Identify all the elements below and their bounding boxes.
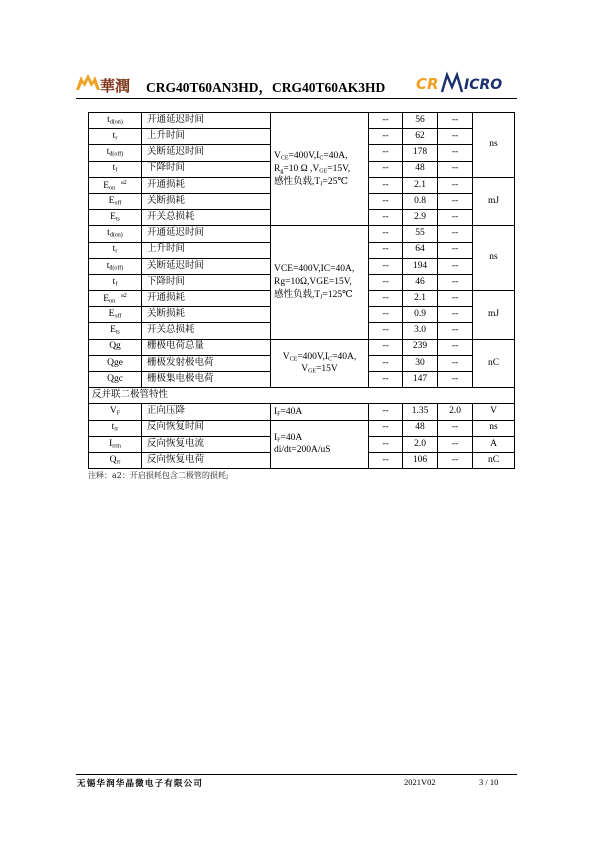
param-name: 反向恢复电流 bbox=[142, 436, 271, 452]
value-min: -- bbox=[369, 113, 403, 129]
value-typ: 147 bbox=[403, 372, 438, 388]
huarun-emblem-icon bbox=[76, 72, 100, 90]
section-row bbox=[89, 388, 515, 404]
table-row bbox=[89, 226, 515, 242]
test-condition: $I_F=40A$ di/dt=200A/uS bbox=[271, 420, 369, 469]
value-max: -- bbox=[438, 355, 473, 371]
value-typ: 106 bbox=[403, 452, 438, 468]
value-typ: 55 bbox=[403, 226, 438, 242]
value-min: -- bbox=[369, 339, 403, 355]
value-max: -- bbox=[438, 210, 473, 226]
param-name: 开关总损耗 bbox=[142, 323, 271, 339]
param-symbol: $t_r$ bbox=[89, 242, 142, 258]
param-symbol: $E_{on}^{a2}$ bbox=[89, 177, 142, 193]
value-min: -- bbox=[369, 355, 403, 371]
param-symbol: $E_{ts}$ bbox=[89, 210, 142, 226]
unit-cell: ns bbox=[473, 113, 515, 178]
param-symbol: Qg bbox=[89, 339, 142, 355]
param-name: 开通延迟时间 bbox=[142, 226, 271, 242]
param-symbol: $E_{off}$ bbox=[89, 307, 142, 323]
param-name: 开通损耗 bbox=[142, 177, 271, 193]
crmicro-logo bbox=[414, 70, 514, 98]
svg-text:CR: CR bbox=[416, 75, 439, 93]
param-name: 开通延迟时间 bbox=[142, 113, 271, 129]
param-symbol: $t_{d(off)}$ bbox=[89, 258, 142, 274]
value-typ: 56 bbox=[403, 113, 438, 129]
footer-divider bbox=[76, 774, 517, 775]
param-symbol: $t_{rr}$ bbox=[89, 420, 142, 436]
value-max: -- bbox=[438, 242, 473, 258]
param-symbol: $t_f$ bbox=[89, 274, 142, 290]
value-typ: 178 bbox=[403, 145, 438, 161]
value-typ: 2.0 bbox=[403, 436, 438, 452]
value-min: -- bbox=[369, 177, 403, 193]
value-typ: 1.35 bbox=[403, 404, 438, 420]
unit-cell: A bbox=[473, 436, 515, 452]
value-typ: 62 bbox=[403, 129, 438, 145]
page-header bbox=[76, 70, 516, 100]
param-name: 反向恢复电荷 bbox=[142, 452, 271, 468]
value-max: -- bbox=[438, 258, 473, 274]
param-symbol: $E_{on}^{a2}$ bbox=[89, 291, 142, 307]
test-condition: $I_F=40A$ bbox=[271, 404, 369, 420]
value-min: -- bbox=[369, 372, 403, 388]
param-symbol: $t_{d(off)}$ bbox=[89, 145, 142, 161]
param-name: 栅极集电极电荷 bbox=[142, 372, 271, 388]
value-min: -- bbox=[369, 291, 403, 307]
table-row bbox=[89, 113, 515, 129]
footer-company: 无锡华润华晶微电子有限公司 bbox=[77, 779, 204, 789]
param-name: 上升时间 bbox=[142, 129, 271, 145]
value-min: -- bbox=[369, 129, 403, 145]
param-symbol: $E_{off}$ bbox=[89, 193, 142, 209]
value-min: -- bbox=[369, 161, 403, 177]
param-name: 栅极电荷总量 bbox=[142, 339, 271, 355]
value-typ: 3.0 bbox=[403, 323, 438, 339]
value-max: -- bbox=[438, 307, 473, 323]
param-name: 上升时间 bbox=[142, 242, 271, 258]
value-max: -- bbox=[438, 145, 473, 161]
param-symbol: $t_{d(on)}$ bbox=[89, 113, 142, 129]
value-typ: 2.9 bbox=[403, 210, 438, 226]
value-max: -- bbox=[438, 436, 473, 452]
footnote: 注释：a2：开启损耗包含二极管的损耗; bbox=[88, 471, 229, 480]
unit-cell: nC bbox=[473, 452, 515, 468]
value-min: -- bbox=[369, 145, 403, 161]
value-typ: 2.1 bbox=[403, 291, 438, 307]
test-condition: VCE=400V,IC=40A, Rg=10Ω,VGE=15V, 感性负载$,T_J=125℃$ bbox=[271, 226, 369, 339]
value-min: -- bbox=[369, 420, 403, 436]
param-name: 关断损耗 bbox=[142, 307, 271, 323]
value-typ: 30 bbox=[403, 355, 438, 371]
param-symbol: Qgc bbox=[89, 372, 142, 388]
value-min: -- bbox=[369, 210, 403, 226]
value-min: -- bbox=[369, 242, 403, 258]
header-divider bbox=[76, 98, 517, 99]
value-max: -- bbox=[438, 323, 473, 339]
value-typ: 64 bbox=[403, 242, 438, 258]
param-symbol: $Q_{rr}$ bbox=[89, 452, 142, 468]
value-typ: 48 bbox=[403, 161, 438, 177]
value-min: -- bbox=[369, 274, 403, 290]
value-min: -- bbox=[369, 452, 403, 468]
table-row bbox=[89, 339, 515, 355]
value-max: -- bbox=[438, 177, 473, 193]
value-min: -- bbox=[369, 436, 403, 452]
unit-cell: nC bbox=[473, 339, 515, 388]
test-condition: $V_{CE}=400V,I_C=40A$, $R_g=10$ Ω $,V_{GE}=15V$, 感性负载$,T_J=25℃$ bbox=[271, 113, 369, 226]
value-max: -- bbox=[438, 129, 473, 145]
value-max: -- bbox=[438, 113, 473, 129]
value-min: -- bbox=[369, 193, 403, 209]
value-max: -- bbox=[438, 372, 473, 388]
value-min: -- bbox=[369, 258, 403, 274]
param-name: 关断延迟时间 bbox=[142, 258, 271, 274]
value-min: -- bbox=[369, 404, 403, 420]
unit-cell: mJ bbox=[473, 177, 515, 226]
param-name: 栅极发射极电荷 bbox=[142, 355, 271, 371]
crmicro-logo-icon bbox=[414, 70, 514, 98]
logo-left-text: 華潤 bbox=[100, 77, 131, 95]
param-name: 开通损耗 bbox=[142, 291, 271, 307]
switching-characteristics-table bbox=[88, 112, 515, 469]
value-max: -- bbox=[438, 161, 473, 177]
value-max: -- bbox=[438, 274, 473, 290]
param-symbol: $I_{rrm}$ bbox=[89, 436, 142, 452]
value-min: -- bbox=[369, 323, 403, 339]
footer-page-number: 3 / 10 bbox=[479, 777, 499, 787]
value-typ: 2.1 bbox=[403, 177, 438, 193]
table-row bbox=[89, 404, 515, 420]
value-min: -- bbox=[369, 226, 403, 242]
huarun-logo bbox=[76, 72, 142, 94]
unit-cell: ns bbox=[473, 226, 515, 291]
value-min: -- bbox=[369, 307, 403, 323]
value-max: -- bbox=[438, 226, 473, 242]
param-name: 下降时间 bbox=[142, 274, 271, 290]
param-name: 关断损耗 bbox=[142, 193, 271, 209]
value-typ: 48 bbox=[403, 420, 438, 436]
param-name: 开关总损耗 bbox=[142, 210, 271, 226]
param-symbol: $E_{ts}$ bbox=[89, 323, 142, 339]
svg-text:ICRO: ICRO bbox=[464, 77, 503, 93]
param-name: 关断延迟时间 bbox=[142, 145, 271, 161]
section-title: 反并联二极管特性 bbox=[89, 388, 515, 404]
table-row bbox=[89, 420, 515, 436]
footer-version: 2021V02 bbox=[404, 777, 436, 787]
value-max: -- bbox=[438, 339, 473, 355]
value-typ: 46 bbox=[403, 274, 438, 290]
param-symbol: $V_F$ bbox=[89, 404, 142, 420]
test-condition: $V_{CE}=400V,I_C=40A$, $V_{GE}=15V$ bbox=[271, 339, 369, 388]
value-max: 2.0 bbox=[438, 404, 473, 420]
param-name: 下降时间 bbox=[142, 161, 271, 177]
unit-cell: ns bbox=[473, 420, 515, 436]
param-symbol: $t_f$ bbox=[89, 161, 142, 177]
value-typ: 239 bbox=[403, 339, 438, 355]
value-max: -- bbox=[438, 452, 473, 468]
value-typ: 194 bbox=[403, 258, 438, 274]
unit-cell: mJ bbox=[473, 291, 515, 340]
param-name: 反向恢复时间 bbox=[142, 420, 271, 436]
value-typ: 0.8 bbox=[403, 193, 438, 209]
param-symbol: Qge bbox=[89, 355, 142, 371]
param-symbol: $t_r$ bbox=[89, 129, 142, 145]
value-max: -- bbox=[438, 193, 473, 209]
value-max: -- bbox=[438, 291, 473, 307]
page-title: CRG40T60AN3HD，CRG40T60AK3HD bbox=[146, 80, 386, 95]
param-name: 正向压降 bbox=[142, 404, 271, 420]
value-typ: 0.9 bbox=[403, 307, 438, 323]
unit-cell: V bbox=[473, 404, 515, 420]
value-max: -- bbox=[438, 420, 473, 436]
param-symbol: $t_{d(on)}$ bbox=[89, 226, 142, 242]
